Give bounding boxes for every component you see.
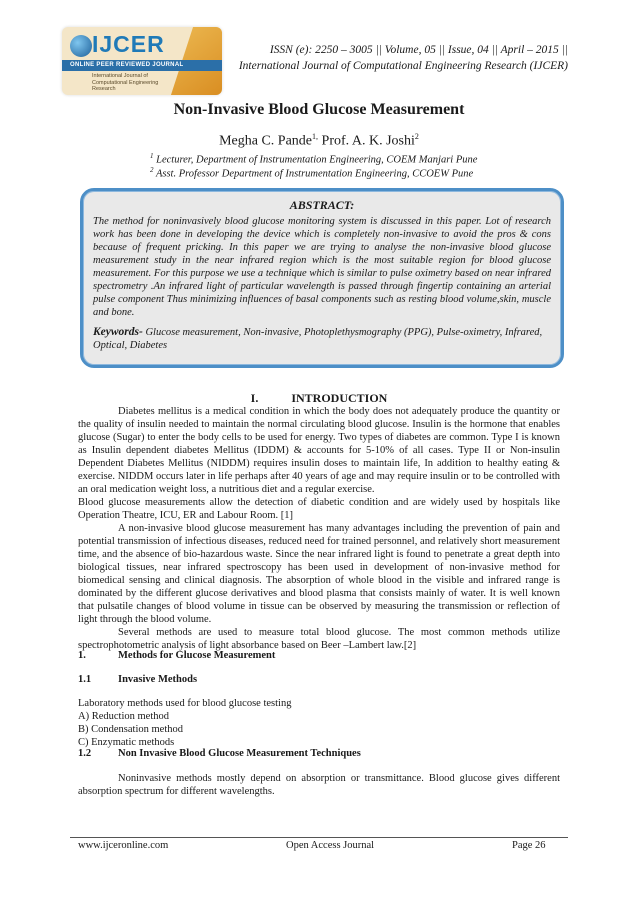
logo-subtitle: International Journal of Computational Engineering Research: [92, 73, 159, 92]
subsection-1-2-heading: [78, 748, 361, 759]
subsection-1-1-label: Invasive Methods: [118, 674, 198, 685]
keywords-label: Keywords-: [93, 326, 143, 338]
section-heading-introduction: I. INTRODUCTION: [250, 391, 388, 405]
footer-page-number: Page 26: [512, 840, 546, 851]
logo-band: ONLINE PEER REVIEWED JOURNAL: [62, 60, 222, 71]
author-1-sup: 1,: [312, 132, 319, 141]
techniques-body: [78, 772, 560, 798]
intro-paragraph-3: A non-invasive blood glucose measurement has many advantages including the prevention of pain and potential transmission of infectious diseases, reduced need for trained personnel, and relatively short measurement time, and the absence of bio-hazardous waste. Since the near infrared light is found to penetrate a great depth into biological tissues, near infrared spectroscopy has been used in development of non-invasive method for biomedical sensing and clinical diagnosis. The absorption of whole blood in the visible and infrared range is dominated by the different glucose derivatives and blood plasma that consists mainly of water. It is well known that pulsatile changes of blood volume in tissue can be observed by measuring the transmission or reflection of light through the blood volume.: [78, 523, 560, 625]
subsection-1-label: Methods for Glucose Measurement: [118, 650, 276, 661]
abstract-text: The method for noninvasively blood glucose monitoring system is discussed in this paper. Lot of research work has been done in developing the device which is completely non-invasive to avoid the pros & cons because of frequent pricking. In this paper we are trying to analyse the non-invasive blood glucose measurement study in the near infrared region which is the most suitable region for blood glucose measurement. For this purpose we use a technique which is similar to pulse oximetry based on near infrared spectrometry .An infrared light of particular wavelength is passed through fingertip containing an arterial pulse component Thus minimizing influences of basal components such as resting blood volume,skin, muscle and bone.: [93, 216, 551, 318]
affiliation-1-sup: 1: [150, 152, 154, 160]
subsection-1-1-number: 1.1: [78, 674, 92, 685]
abstract-heading: ABSTRACT:: [289, 198, 355, 212]
lab-method-b: B) Condensation method: [78, 724, 183, 735]
footer-rule: [70, 837, 568, 838]
authors-line: [0, 132, 638, 150]
footer-website: www.ijceronline.com: [78, 840, 169, 851]
affiliation-2-sup: 2: [150, 166, 154, 174]
paper-title: Non-Invasive Blood Glucose Measurement: [173, 101, 465, 118]
author-2: Prof. A. K. Joshi: [321, 133, 415, 149]
globe-icon: [70, 35, 92, 57]
issn-line: ISSN (e): 2250 – 3005 || Volume, 05 || Issue, 04 || April – 2015 ||: [269, 44, 568, 56]
author-2-sup: 2: [414, 132, 419, 141]
journal-name-line: International Journal of Computational Engineering Research (IJCER): [238, 60, 568, 72]
subsection-1-number: 1.: [78, 650, 86, 661]
author-1: Megha C. Pande: [219, 133, 313, 149]
abstract-box: [80, 188, 564, 368]
subsection-1-heading: [78, 650, 275, 661]
intro-paragraph-4: Several methods are used to measure total blood glucose. The most common methods utilize spectrophotometric analysis of light absorbance based on Beer –Lambert law.[2]: [78, 627, 560, 651]
footer-access: Open Access Journal: [286, 840, 375, 851]
journal-logo: [62, 27, 222, 95]
affiliation-1: [150, 152, 550, 166]
subsection-1-2-number: 1.2: [78, 748, 92, 759]
keywords: [93, 326, 551, 352]
subsection-1-1-heading: [78, 674, 197, 685]
keywords-text: Glucose measurement, Non-invasive, Photoplethysmography (PPG), Pulse-oximetry, Infrared, Optical, Diabetes: [93, 327, 543, 351]
logo-word: IJCER: [92, 31, 165, 57]
journal-header: [239, 42, 568, 74]
lab-method-c: C) Enzymatic methods: [78, 737, 175, 748]
intro-paragraph-1: Diabetes mellitus is a medical condition in which the body does not adequately produce the quantity or the quality of insulin needed to maintain the normal circulating blood glucose. Insulin is the hormone that enables glucose (Sugar) to enter the body cells to be used for energy. Two types of diabetes are common. Type I is known as Insulin dependent diabetes Mellitus (IDDM) & accounts for 5-10% of all cases. Type II or Non-insulin Dependent Diabetes Mellitus (NIDDM) requires insulin doses to maintain life, In addition to healthy eating & exercise. NIDDM occurs later in life perhaps after 40 years of age and may require insulin or to be controlled with an oral medication weight loss, a nutritious diet and a regular exercise.: [78, 406, 560, 495]
affiliation-1-text: Lecturer, Department of Instrumentation Engineering, COEM Manjari Pune: [156, 154, 478, 166]
techniques-paragraph: Noninvasive methods mostly depend on absorption or transmittance. Blood glucose gives different absorption spectrum for different wavelengths.: [78, 773, 560, 797]
introduction-body: [78, 405, 560, 652]
affiliation-2-text: Asst. Professor Department of Instrumentation Engineering, CCOEW Pune: [155, 168, 474, 180]
lab-methods-intro: Laboratory methods used for blood glucose testing: [78, 698, 292, 709]
lab-method-a: A) Reduction method: [78, 711, 169, 722]
affiliation-2: [150, 166, 550, 180]
intro-paragraph-2: Blood glucose measurements allow the detection of diabetic condition and are widely used by hospitals like Operation Theatre, ICU, ER and Labour Room. [1]: [78, 497, 560, 521]
subsection-1-2-label: Non Invasive Blood Glucose Measurement Techniques: [118, 748, 361, 759]
